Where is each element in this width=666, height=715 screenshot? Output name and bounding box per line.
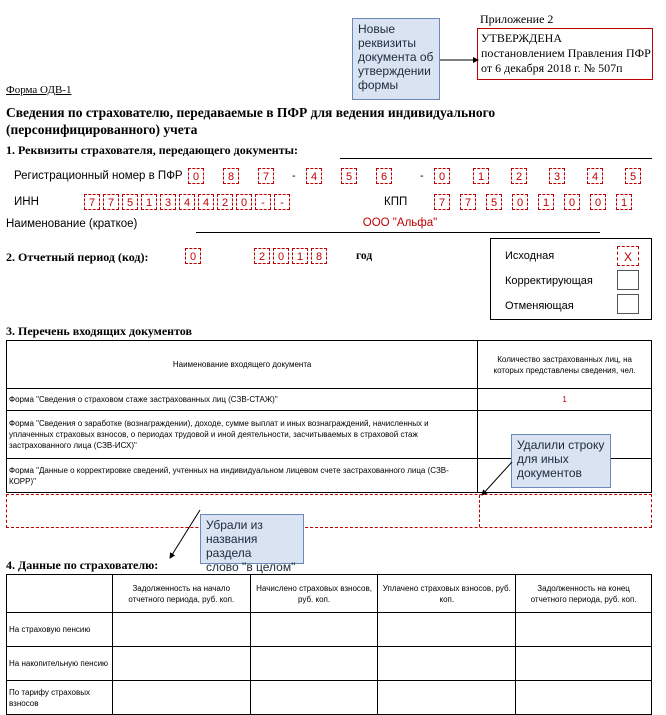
callout-line: Убрали из (206, 518, 263, 532)
table-header-cell: Наименование входящего документа (7, 341, 478, 389)
callout-line: Новые (358, 22, 396, 36)
table-header-cell (7, 575, 113, 613)
table-header-cell: Задолженность на конец отчетного периода, руб. коп. (516, 575, 652, 613)
inn-digit: 5 (122, 194, 138, 210)
year-digit: 8 (311, 248, 327, 264)
inn-digit: 1 (141, 194, 157, 210)
callout-line: Удалили строку (517, 438, 605, 452)
reg-digit: 8 (223, 168, 239, 184)
inn-digit: 7 (103, 194, 119, 210)
inn-digit: 4 (198, 194, 214, 210)
section1-heading: 1. Реквизиты страхователя, передающего документы: (6, 143, 298, 157)
table-cell (112, 613, 250, 647)
form-type-label: Корректирующая (505, 275, 593, 287)
table-cell: 1 (478, 389, 652, 411)
kpp-digit: 0 (564, 194, 580, 210)
callout-line: документов (517, 466, 582, 480)
table-header-cell: Уплачено страховых взносов, руб. коп. (378, 575, 516, 613)
reg-digit: 2 (511, 168, 527, 184)
kpp-digit: 7 (460, 194, 476, 210)
inn-digit: - (255, 194, 271, 210)
reg-digit: 4 (306, 168, 322, 184)
annex-label: Приложение 2 (480, 12, 554, 26)
year-label: год (356, 250, 373, 262)
reg-digit: 5 (625, 168, 641, 184)
callout-line: реквизиты (358, 36, 417, 50)
form-title-line: (персонифицированного) учета (6, 122, 198, 137)
approval-line: УТВЕРЖДЕНА (481, 31, 563, 45)
kpp-digit: 1 (538, 194, 554, 210)
table-cell: Форма "Сведения о заработке (вознаграждении), доходе, сумме выплат и иных вознаграждений, начисленных и уплаченных страховых взносов, о периодах трудовой и иной деятельности, засчитываемых в страховой стаж застрахованного лица (СЗВ-ИСХ)" (7, 411, 478, 459)
reg-digit: 4 (587, 168, 603, 184)
table-cell (112, 647, 250, 681)
company-name-value: ООО "Альфа" (362, 217, 438, 229)
form-type-checkbox[interactable]: X (617, 246, 639, 266)
reg-digit: 1 (473, 168, 489, 184)
kpp-digit: 7 (434, 194, 450, 210)
reg-dash: - (420, 170, 424, 182)
table-cell (250, 613, 378, 647)
kpp-digit: 1 (616, 194, 632, 210)
reg-digit: 0 (188, 168, 204, 184)
table-cell (378, 681, 516, 715)
table-cell: Форма "Данные о корректировке сведений, учтенных на индивидуальном лицевом счете застрахованного лица (СЗВ-КОРР)" (7, 459, 478, 493)
table-cell (378, 647, 516, 681)
table-cell (250, 681, 378, 715)
table-header-cell: Задолженность на начало отчетного периода, руб. коп. (112, 575, 250, 613)
section2-heading: 2. Отчетный период (код): (6, 250, 149, 264)
callout-line: для иных (517, 452, 569, 466)
kpp-label: КПП (384, 196, 408, 208)
inn-digit: - (274, 194, 290, 210)
arrow (170, 510, 200, 558)
inn-digit: 4 (179, 194, 195, 210)
table-cell (516, 681, 652, 715)
table-cell (250, 647, 378, 681)
form-code: Форма ОДВ-1 (6, 84, 72, 96)
table-cell (516, 613, 652, 647)
inn-digit: 0 (236, 194, 252, 210)
table-cell (112, 681, 250, 715)
callout-line: формы (358, 78, 399, 92)
table-header-cell: Количество застрахованных лиц, на которых представлены сведения, чел. (478, 341, 652, 389)
callout-line: слово "в целом" (206, 560, 296, 574)
reg-digit: 3 (549, 168, 565, 184)
period-code-digit: 0 (185, 248, 201, 264)
approval-line: от 6 декабря 2018 г. № 507п (481, 61, 623, 75)
kpp-digit: 0 (590, 194, 606, 210)
section3-heading: 3. Перечень входящих документов (6, 324, 192, 338)
table-cell: На накопительную пенсию (7, 647, 113, 681)
year-digit: 1 (292, 248, 308, 264)
reg-digit: 7 (258, 168, 274, 184)
kpp-digit: 0 (512, 194, 528, 210)
inn-digit: 2 (217, 194, 233, 210)
table-row (7, 681, 652, 715)
table-cell: На страховую пенсию (7, 613, 113, 647)
inn-label: ИНН (14, 196, 39, 208)
reg-digit: 0 (434, 168, 450, 184)
callout-line: названия раздела (206, 532, 258, 560)
year-digit: 2 (254, 248, 270, 264)
table-header-row (7, 575, 652, 613)
section4-heading: 4. Данные по страхователю: (6, 558, 159, 572)
table-header-cell: Начислено страховых взносов, руб. коп. (250, 575, 378, 613)
kpp-digit: 5 (486, 194, 502, 210)
reg-digit: 5 (341, 168, 357, 184)
callout-line: утверждении (358, 64, 431, 78)
year-digit: 0 (273, 248, 289, 264)
name-label: Наименование (краткое) (6, 218, 138, 230)
reg-dash: - (292, 170, 296, 182)
reg-number-label: Регистрационный номер в ПФР (14, 170, 183, 182)
table-cell: По тарифу страховых взносов (7, 681, 113, 715)
form-type-label: Отменяющая (505, 300, 574, 312)
reg-digit: 6 (376, 168, 392, 184)
table-row (7, 613, 652, 647)
table-cell (378, 613, 516, 647)
insurer-data-table (6, 574, 652, 715)
inn-digit: 3 (160, 194, 176, 210)
table-cell (516, 647, 652, 681)
form-title-line: Сведения по страхователю, передаваемые в ПФР для ведения индивидуального (6, 105, 496, 120)
approval-line: постановлением Правления ПФР (481, 46, 651, 60)
table-row (7, 647, 652, 681)
form-type-label: Исходная (505, 250, 555, 262)
table-cell: Форма "Сведения о страховом стаже застрахованных лиц (СЗВ-СТАЖ)" (7, 389, 478, 411)
callout-line: документа об (358, 50, 434, 64)
inn-digit: 7 (84, 194, 100, 210)
arrow (482, 462, 512, 495)
